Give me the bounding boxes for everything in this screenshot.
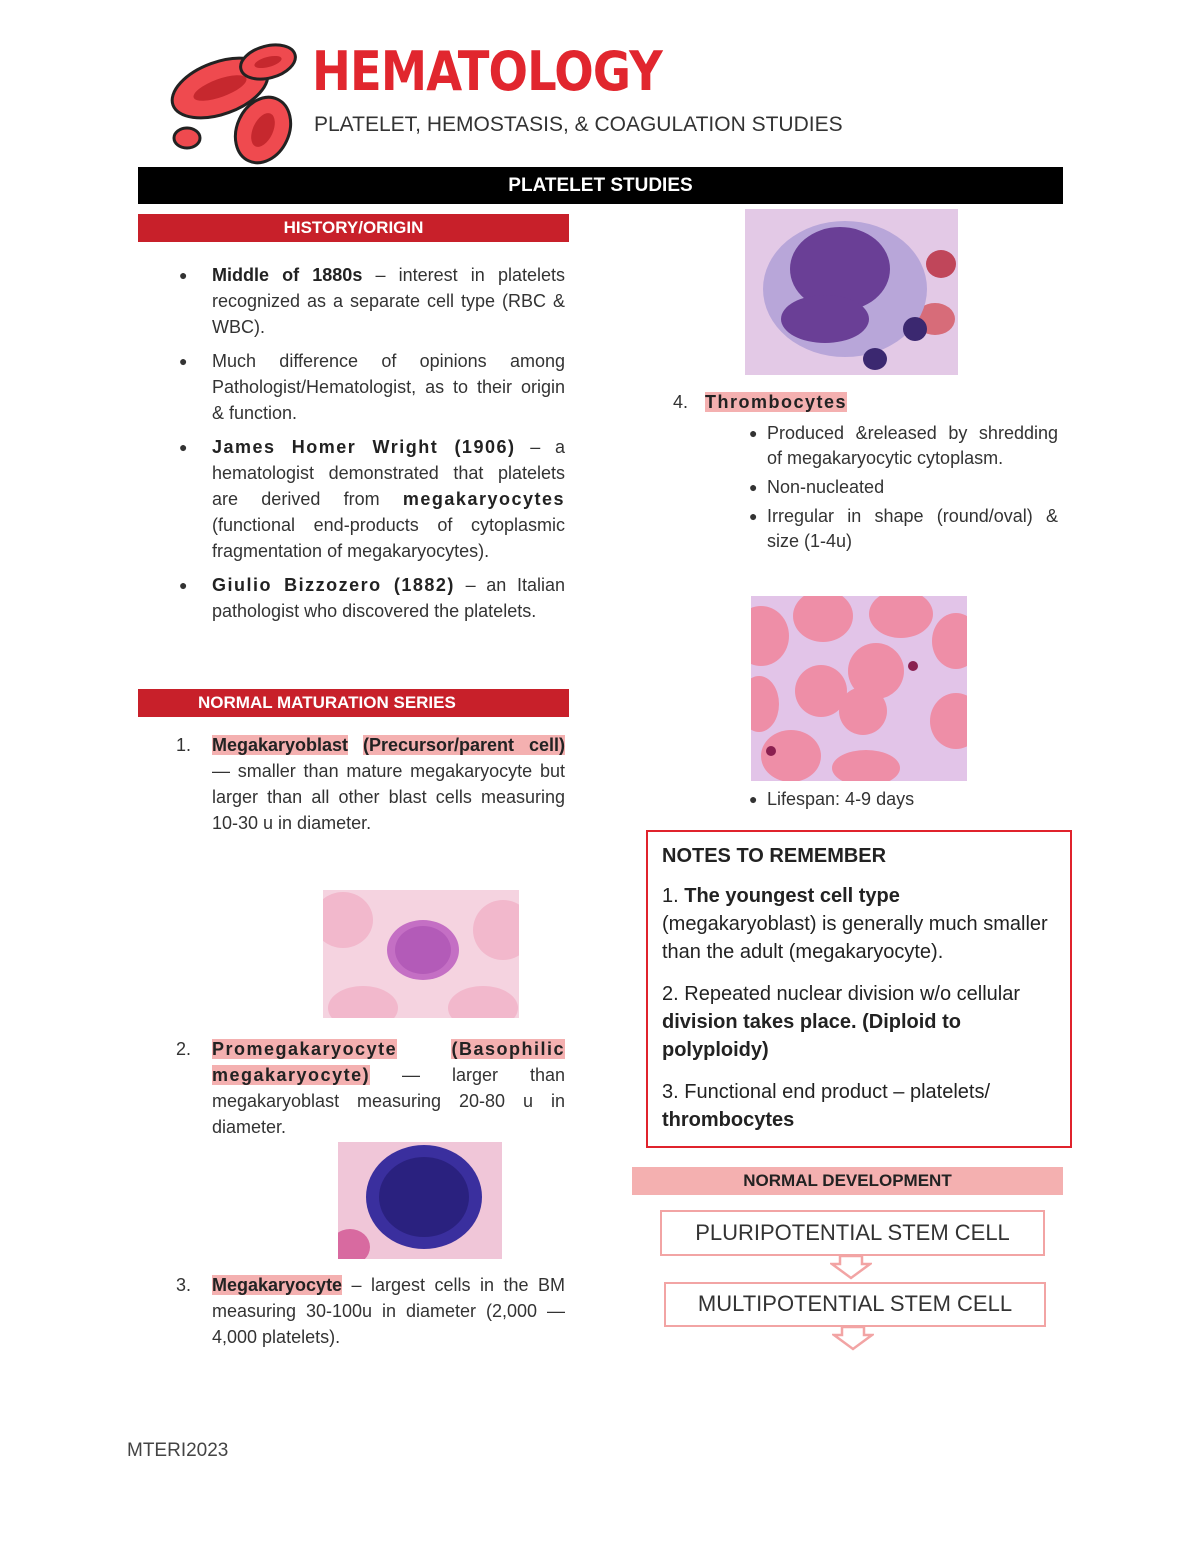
megakaryoblast-image: [323, 890, 519, 1018]
history-list: [179, 262, 565, 632]
section-bar-platelet-studies: PLATELET STUDIES: [138, 167, 1063, 204]
list-item: ● Giulio Bizzozero (1882) – an Italian pathologist who discovered the platelets.: [179, 575, 565, 621]
page-subtitle: PLATELET, HEMOSTASIS, & COAGULATION STUDIES: [314, 113, 843, 136]
promegakaryocyte-image: [338, 1142, 502, 1259]
maturation-heading: NORMAL MATURATION SERIES: [138, 689, 569, 717]
thrombocyte-bullets: [749, 421, 1058, 558]
down-arrow-icon: [832, 1327, 874, 1351]
notes-title: NOTES TO REMEMBER: [662, 845, 887, 867]
rbc-logo-icon: [165, 40, 300, 165]
development-heading: NORMAL DEVELOPMENT: [632, 1167, 1063, 1195]
flow-step-multipotential: MULTIPOTENTIAL STEM CELL: [664, 1282, 1046, 1327]
stage-3: 3. Megakaryocyte – largest cells in the BM measuring 30-100u in diameter (2,000 — 4,000 platelets).: [176, 1275, 565, 1347]
stage-1: 1. Megakaryoblast (Precursor/parent cell) — smaller than mature megakaryocyte but larger than all other blast cells measuring 10-30 u in diameter.: [176, 735, 565, 833]
history-heading: HISTORY/ORIGIN: [138, 214, 569, 242]
list-item: ● Produced &released by shredding of megakaryocytic cytoplasm.: [749, 423, 1058, 468]
list-item: ● Non-nucleated: [749, 477, 885, 497]
lifespan-item: ● Lifespan: 4-9 days: [749, 789, 915, 809]
note-1: 1. The youngest cell type (megakaryoblast) is generally much smaller than the adult (megakaryocyte).: [662, 885, 1048, 963]
list-item: ● Middle of 1880s – interest in platelets recognized as a separate cell type (RBC & WBC).: [179, 265, 565, 337]
megakaryocyte-image: [745, 209, 958, 375]
list-item: ● Much difference of opinions among Pathologist/Hematologist, as to their origin & function.: [179, 351, 565, 423]
list-item: ● Irregular in shape (round/oval) & size (1-4u): [749, 506, 1058, 551]
stage-2: 2. Promegakaryocyte (Basophilic megakaryocyte) — larger than megakaryoblast measuring 20-80 u in diameter.: [176, 1039, 565, 1137]
note-3: 3. Functional end product – platelets/ thrombocytes: [662, 1081, 991, 1131]
page-title: HEMATOLOGY: [312, 40, 662, 103]
footer-text: MTERI2023: [127, 1440, 229, 1461]
notes-box: [646, 830, 1072, 1148]
flow-step-pluripotential: PLURIPOTENTIAL STEM CELL: [660, 1210, 1045, 1256]
stage-4: 4. Thrombocytes: [673, 392, 848, 412]
down-arrow-icon: [830, 1256, 872, 1280]
list-item: ● James Homer Wright (1906) – a hematologist demonstrated that platelets are derived from megakaryocytes (functional end-products of cytoplasmic fragmentation of megakaryocytes).: [179, 437, 565, 561]
thrombocytes-image: [751, 596, 967, 781]
note-2: 2. Repeated nuclear division w/o cellular division takes place. (Diploid to polyploidy): [662, 983, 1020, 1061]
